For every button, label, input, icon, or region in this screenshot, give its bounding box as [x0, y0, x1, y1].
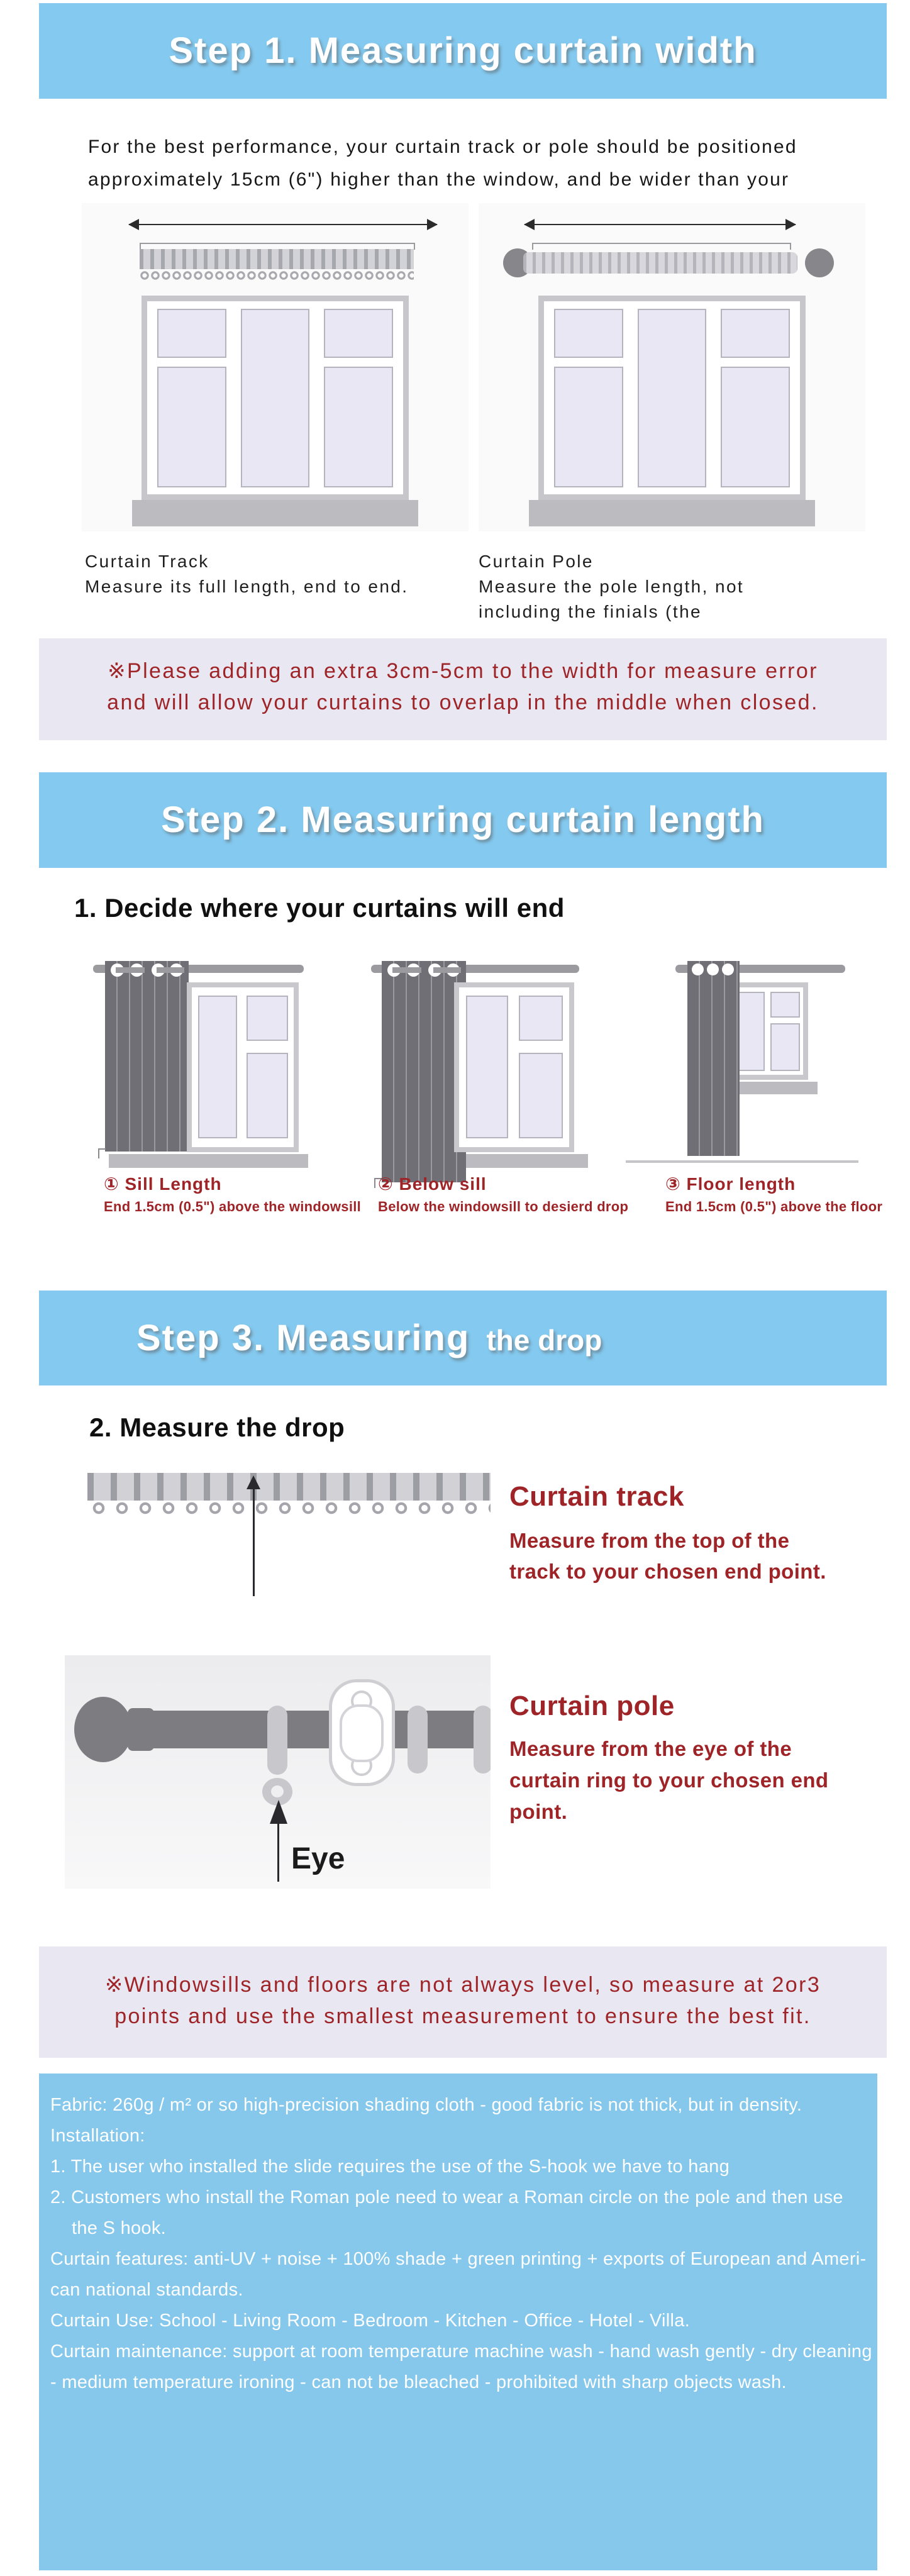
window-pane: [157, 367, 226, 487]
curtain-icon: [687, 961, 740, 1156]
drop-note-line1: ※Windowsills and floors are not always level, so measure at 2or3: [104, 1973, 821, 1997]
pole-caption: [479, 549, 744, 625]
details-line: 2. Customers who install the Roman pole need to wear a Roman circle on the pole and then use: [50, 2187, 843, 2207]
floor-line-icon: [626, 1160, 858, 1163]
option3-desc: End 1.5cm (0.5") above the floor: [665, 1199, 883, 1214]
grommet-icon: [722, 963, 734, 975]
measure-bracket-icon: [532, 243, 791, 250]
pole-finial-icon: [74, 1697, 132, 1762]
details-line: - medium temperature ironing - can not be bleached - prohibited with sharp objects wash.: [50, 2372, 787, 2392]
pole-caption-title: Curtain Pole: [479, 552, 594, 571]
window-pane: [737, 992, 765, 1071]
details-line: Curtain Use: School - Living Room - Bedroom - Kitchen - Office - Hotel - Villa.: [50, 2311, 691, 2331]
track-caption-title: Curtain Track: [85, 552, 209, 571]
step3-subheading: 2. Measure the drop: [89, 1413, 345, 1442]
pole-caption-line2: including the finials (the: [479, 602, 702, 621]
option1-desc: End 1.5cm (0.5") above the windowsill: [104, 1199, 362, 1214]
tab-bar-icon: [157, 967, 184, 973]
step2-header: [39, 772, 887, 868]
step1-header-label: Step 1. Measuring curtain width: [169, 30, 757, 71]
step3-header: [39, 1291, 887, 1385]
drop-arrow-line: [253, 1488, 255, 1596]
grommet-icon: [707, 963, 719, 975]
width-note-line1: ※Please adding an extra 3cm-5cm to the width for measure error: [108, 659, 818, 683]
window-pane: [466, 996, 508, 1139]
window-pane: [247, 1053, 288, 1138]
window-pane: [519, 1053, 563, 1138]
pole-drop-illustration: [65, 1655, 491, 1889]
track-band-icon: [140, 249, 414, 269]
pole-drop-line1: Measure from the eye of the: [509, 1737, 792, 1760]
window-pane: [157, 309, 226, 358]
drop-note: [39, 1946, 887, 2058]
window-sill: [132, 500, 418, 526]
option2-desc: Below the windowsill to desierd drop: [378, 1199, 629, 1214]
track-drop-text: [509, 1525, 826, 1587]
window-pane: [770, 1023, 800, 1071]
window-pane: [554, 367, 623, 487]
details-line: 1. The user who installed the slide requires the use of the S-hook we have to hang: [50, 2157, 730, 2177]
window-pane: [721, 309, 790, 358]
track-hooks-icon: [87, 1501, 491, 1517]
eye-arrow-icon: [270, 1800, 287, 1824]
curtain-ring-icon: [267, 1706, 287, 1775]
details-line: Installation:: [50, 2126, 145, 2146]
track-drop-line1: Measure from the top of the: [509, 1529, 790, 1552]
tab-bar-icon: [392, 967, 421, 973]
bracket-saddle: [340, 1704, 384, 1762]
width-note-line2: and will allow your curtains to overlap in the middle when closed.: [107, 691, 819, 714]
details-line: Curtain maintenance: support at room temperature machine wash - hand wash gently - dry cleaning: [50, 2341, 872, 2362]
eye-arrow-line: [277, 1821, 279, 1882]
window-sill: [529, 500, 815, 526]
pole-drop-line3: point.: [509, 1800, 568, 1823]
pole-finial-icon: [805, 248, 834, 277]
pole-band-icon: [523, 252, 797, 274]
window-illustration: [538, 296, 806, 500]
option3-title: ③ Floor length: [665, 1174, 796, 1194]
width-note: [39, 638, 887, 740]
step1-intro-line2: approximately 15cm (6") higher than the window, and be wider than your: [88, 169, 790, 190]
step3-header-main: Step 3. Measuring: [136, 1318, 470, 1358]
window-pane: [721, 367, 790, 487]
details-line: Fabric: 260g / m² or so high-precision shading cloth - good fabric is not thick, but in density.: [50, 2095, 802, 2115]
width-arrow-icon: [524, 224, 796, 225]
window-pane: [554, 309, 623, 358]
pole-drop-line2: curtain ring to your chosen end: [509, 1768, 829, 1792]
tab-bar-icon: [116, 967, 145, 973]
window-pane: [247, 996, 288, 1041]
option2-title: ② Below sill: [378, 1174, 487, 1194]
sill-length-illustration: [93, 959, 313, 1173]
curtain-ring-icon: [474, 1706, 491, 1774]
window-pane: [324, 367, 393, 487]
window-illustration: [728, 982, 808, 1080]
window-pane: [519, 996, 563, 1041]
details-line: can national standards.: [50, 2280, 243, 2300]
pole-drop-title: Curtain pole: [509, 1690, 675, 1721]
track-hooks-icon: [140, 269, 414, 284]
window-illustration: [187, 982, 299, 1152]
window-pane: [198, 996, 237, 1139]
step2-header-label: Step 2. Measuring curtain length: [161, 799, 765, 840]
details-line: Curtain features: anti-UV + noise + 100% shade + green printing + exports of European and Ameri-: [50, 2249, 867, 2269]
tab-bar-icon: [433, 967, 461, 973]
grommet-icon: [692, 963, 704, 975]
curtain-ring-icon: [408, 1706, 428, 1774]
drop-arrow-icon: [247, 1475, 260, 1489]
track-caption-line1: Measure its full length, end to end.: [85, 577, 409, 596]
pole-finial-neck: [128, 1708, 154, 1751]
pole-caption-line1: Measure the pole length, not: [479, 577, 745, 596]
curtain-icon: [382, 961, 466, 1182]
window-pane: [770, 992, 800, 1018]
step1-header: [39, 3, 887, 99]
track-drop-title: Curtain track: [509, 1481, 684, 1512]
curtain-icon: [105, 961, 189, 1152]
eye-label: Eye: [291, 1842, 345, 1875]
curtain-track-diagram: [82, 203, 469, 531]
pole-drop-text: [509, 1733, 828, 1828]
track-caption: [85, 549, 408, 599]
details-line: the S hook.: [72, 2218, 167, 2238]
step2-subheading: 1. Decide where your curtains will end: [74, 893, 565, 923]
floor-length-illustration: [675, 959, 864, 1167]
step3-header-sub: the drop: [486, 1324, 602, 1357]
pole-bar-icon: [151, 1711, 491, 1748]
window-illustration: [141, 296, 409, 500]
ring-eye-hole: [271, 1785, 284, 1797]
window-pane: [638, 309, 707, 487]
curtain-pole-diagram: [479, 203, 865, 531]
width-arrow-icon: [129, 224, 437, 225]
track-band-icon: [87, 1473, 491, 1501]
step1-intro-line1: For the best performance, your curtain track or pole should be positioned: [88, 136, 797, 157]
below-sill-illustration: [371, 959, 591, 1185]
step1-intro: [88, 131, 797, 196]
window-pane: [241, 309, 310, 487]
track-drop-line2: track to your chosen end point.: [509, 1560, 826, 1583]
drop-note-line2: points and use the smallest measurement to ensure the best fit.: [114, 2004, 811, 2028]
window-illustration: [454, 982, 574, 1152]
window-sill: [109, 1154, 308, 1168]
option1-title: ① Sill Length: [104, 1174, 222, 1194]
window-pane: [324, 309, 393, 358]
measure-mark-icon: [98, 1148, 106, 1158]
product-details: [39, 2074, 877, 2570]
